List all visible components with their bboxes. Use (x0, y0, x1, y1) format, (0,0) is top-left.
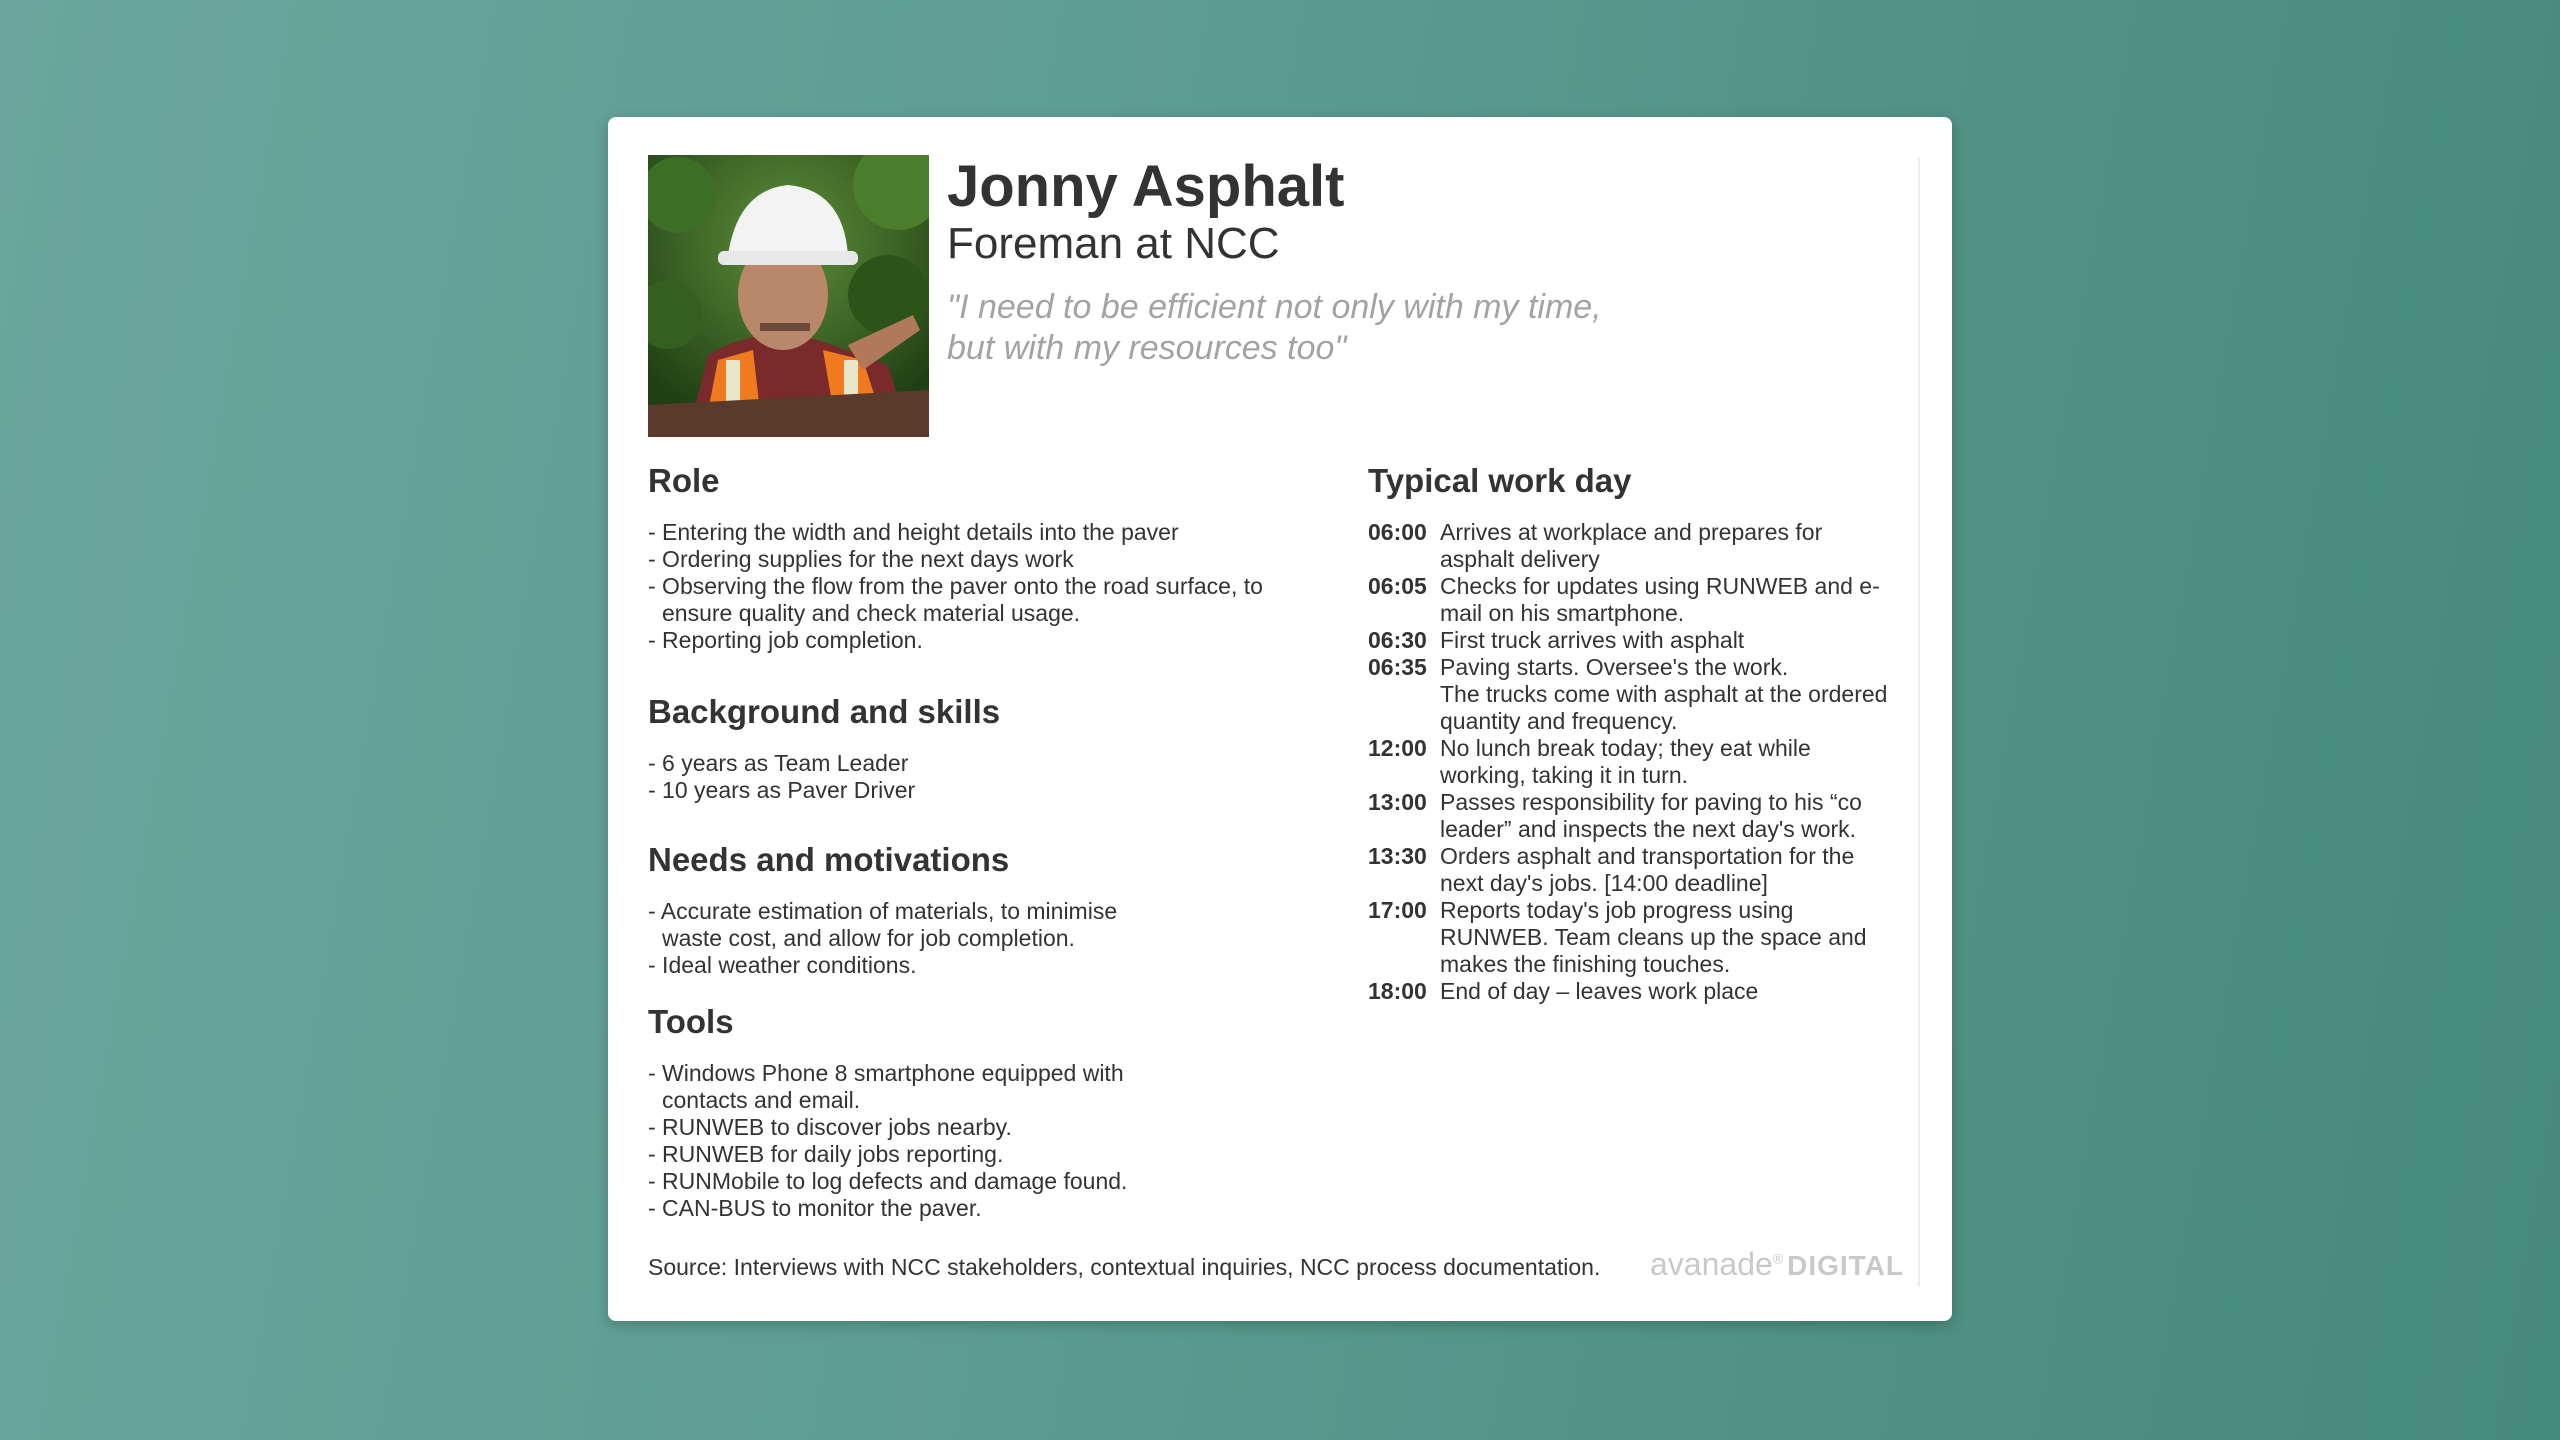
workday-entry (1368, 627, 1928, 654)
background-list (648, 750, 1328, 804)
workday-entry (1368, 843, 1928, 897)
workday-time: 06:00 (1368, 519, 1427, 545)
role-section (648, 461, 1328, 654)
list-item: - Accurate estimation of materials, to minimise waste cost, and allow for job completion. (648, 898, 1118, 951)
workday-time: 17:00 (1368, 897, 1427, 923)
workday-entry (1368, 789, 1928, 843)
workday-entry (1368, 519, 1928, 573)
workday-text: Passes responsibility for paving to his “co leader” and inspects the next day's work. (1440, 789, 1862, 842)
list-item: - RUNWEB to discover jobs nearby. (648, 1114, 1012, 1140)
workday-time: 12:00 (1368, 735, 1427, 761)
workday-time: 06:30 (1368, 627, 1427, 653)
workday-entry (1368, 735, 1928, 789)
list-item: - 10 years as Paver Driver (648, 777, 916, 803)
workday-entry (1368, 654, 1928, 735)
workday-time: 06:05 (1368, 573, 1427, 599)
workday-text: Paving starts. Oversee's the work. The trucks come with asphalt at the ordered quantity and frequency. (1440, 654, 1888, 734)
tools-list (648, 1060, 1328, 1222)
source-note: Source: Interviews with NCC stakeholders, contextual inquiries, NCC process documentation. (648, 1254, 1601, 1280)
needs-section (648, 840, 1328, 979)
list-item: - RUNMobile to log defects and damage found. (648, 1168, 1128, 1194)
workday-text: First truck arrives with asphalt (1440, 627, 1745, 653)
needs-list (648, 898, 1328, 979)
list-item: - Observing the flow from the paver onto the road surface, to ensure quality and check material usage. (648, 573, 1263, 626)
persona-job-title: Foreman at NCC (947, 219, 1280, 268)
background-section (648, 692, 1328, 804)
workday-text: End of day – leaves work place (1440, 978, 1759, 1004)
persona-card (608, 117, 1952, 1321)
workday-time: 06:35 (1368, 654, 1427, 680)
list-item: - Entering the width and height details into the paver (648, 519, 1179, 545)
list-item: - Reporting job completion. (648, 627, 923, 653)
needs-heading: Needs and motivations (648, 841, 1010, 878)
workday-time: 18:00 (1368, 978, 1427, 1004)
persona-quote: "I need to be efficient not only with my time, but with my resources too" (947, 288, 1602, 367)
persona-name: Jonny Asphalt (947, 154, 1345, 219)
workday-time: 13:00 (1368, 789, 1427, 815)
workday-entry (1368, 978, 1928, 1005)
background-heading: Background and skills (648, 693, 1001, 730)
workday-heading: Typical work day (1368, 462, 1632, 499)
list-item: - Windows Phone 8 smartphone equipped with contacts and email. (648, 1060, 1124, 1113)
list-item: - 6 years as Team Leader (648, 750, 909, 776)
logo-suffix: DIGITAL (1787, 1250, 1905, 1281)
list-item: - Ordering supplies for the next days work (648, 546, 1074, 572)
workday-text: Checks for updates using RUNWEB and e- mail on his smartphone. (1440, 573, 1880, 626)
workday-time: 13:30 (1368, 843, 1427, 869)
workday-text: Reports today's job progress using RUNWEB. Team cleans up the space and makes the finishing touches. (1440, 897, 1867, 977)
role-heading: Role (648, 462, 720, 499)
list-item: - CAN-BUS to monitor the paver. (648, 1195, 982, 1221)
avanade-digital-logo (1650, 1246, 1904, 1283)
list-item: - RUNWEB for daily jobs reporting. (648, 1141, 1004, 1167)
logo-registered-mark: ® (1772, 1250, 1784, 1267)
list-item: - Ideal weather conditions. (648, 952, 917, 978)
persona-photo (648, 155, 929, 437)
workday-text: Orders asphalt and transportation for the next day's jobs. [14:00 deadline] (1440, 843, 1855, 896)
logo-brand: avanade (1650, 1246, 1773, 1282)
workday-text: Arrives at workplace and prepares for asphalt delivery (1440, 519, 1823, 572)
tools-section (648, 1002, 1328, 1222)
workday-text: No lunch break today; they eat while working, taking it in turn. (1440, 735, 1811, 788)
workday-entry (1368, 573, 1928, 627)
workday-section (1368, 461, 1928, 1005)
workday-entry (1368, 897, 1928, 978)
tools-heading: Tools (648, 1003, 734, 1040)
role-list (648, 519, 1328, 654)
